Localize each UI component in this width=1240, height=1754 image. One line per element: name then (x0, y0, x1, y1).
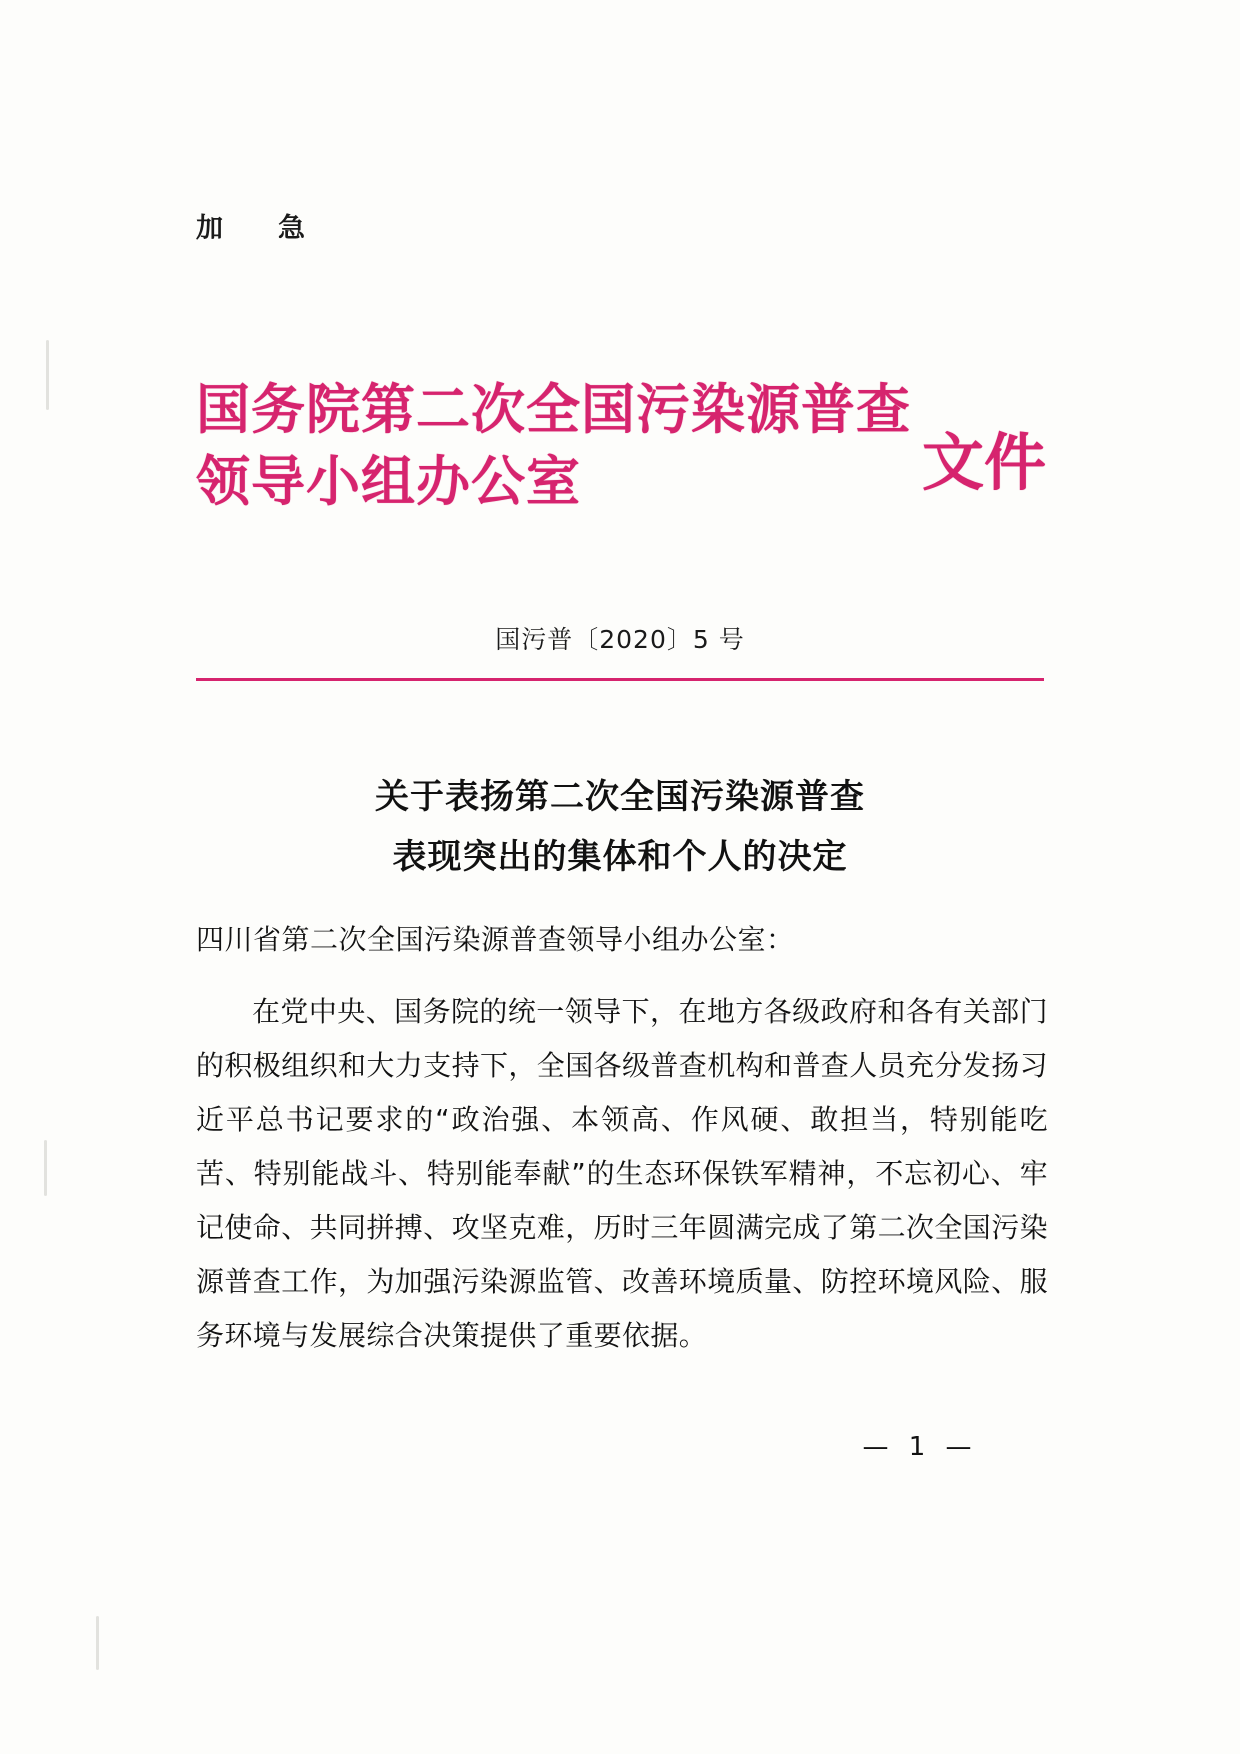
body-text (196, 985, 1048, 1363)
document-masthead (196, 378, 1044, 548)
urgency-mark: 加 急 (196, 213, 319, 244)
page-number: — 1 — (862, 1432, 978, 1462)
scan-artifact-left-bottom (96, 1616, 99, 1670)
masthead-line-2: 领导小组办公室 (196, 449, 581, 513)
document-number: 国污普〔2020〕5 号 (495, 625, 745, 654)
body-paragraph: 在党中央、国务院的统一领导下，在地方各级政府和各有关部门的积极组织和大力支持下，全国各级普查机构和普查人员充分发扬习近平总书记要求的“政治强、本领高、作风硬、敢担当，特别能吃苦、特别能战斗、特别能奉献”的生态环保铁军精神，不忘初心、牢记使命、共同拼搏、攻坚克难，历时三年圆满完成了第二次全国污染源普查工作，为加强污染源监管、改善环境质量、防控环境风险、服务环境与发展综合决策提供了重要依据。 (196, 995, 1049, 1352)
title-line-2: 表现突出的集体和个人的决定 (392, 836, 848, 877)
salutation: 四川省第二次全国污染源普查领导小组办公室： (196, 923, 795, 956)
red-horizontal-rule (196, 678, 1044, 681)
masthead-issuer (196, 378, 911, 513)
masthead-wenjian-label: 文件 (921, 426, 1046, 499)
scan-artifact-left-middle (44, 1140, 47, 1196)
page-title (0, 768, 1240, 887)
scan-artifact-left-top (46, 340, 49, 410)
masthead-line-1: 国务院第二次全国污染源普查 (196, 378, 911, 441)
title-line-1: 关于表扬第二次全国污染源普查 (375, 777, 865, 817)
